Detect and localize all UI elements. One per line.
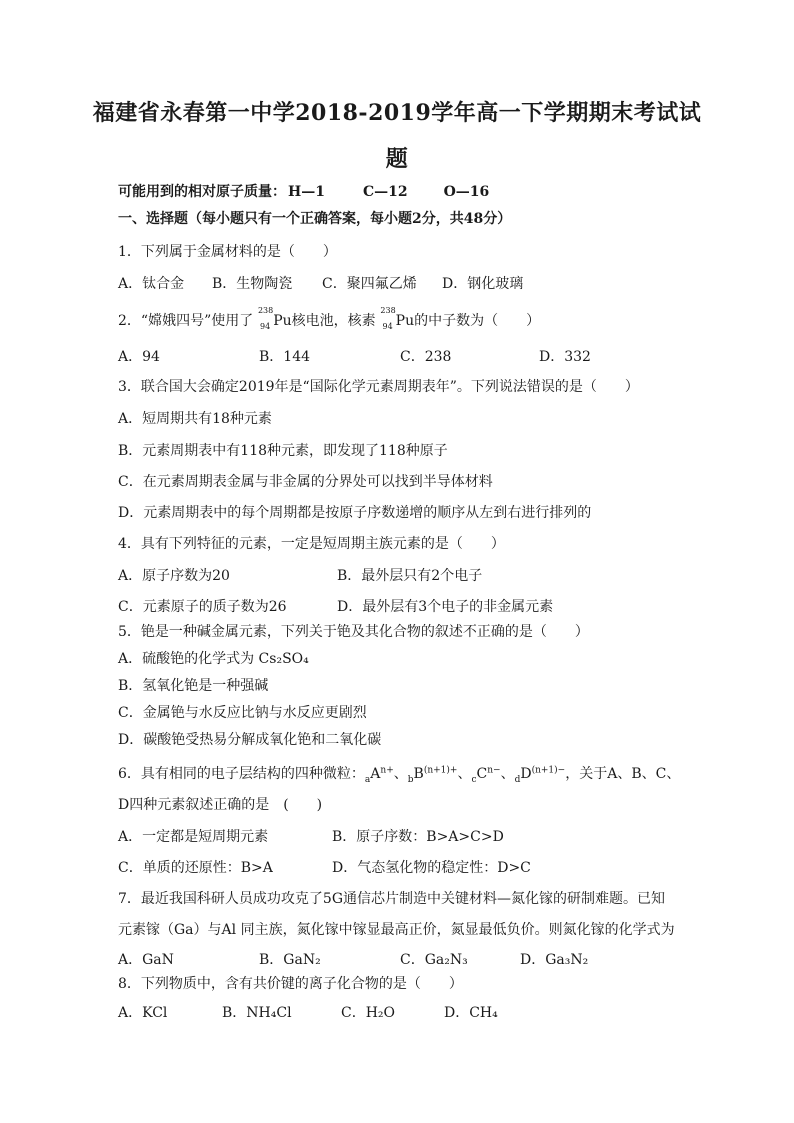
question-8-option-d: D．CH₄ [444, 1005, 498, 1021]
question-7-option-b: B．GaN₂ [259, 952, 321, 968]
question-1-stem: 1．下列属于金属材料的是（ ） [118, 244, 337, 260]
atomic-mass-label: 可能用到的相对原子质量： [118, 184, 286, 200]
question-8-option-b: B．NH₄Cl [222, 1005, 292, 1021]
page-title: 福建省永春第一中学2018-2019学年高一下学期期末考试试 [92, 100, 702, 126]
question-4-option-a: A．原子序数为20 [118, 568, 230, 584]
question-2-option-d: D．332 [539, 349, 591, 365]
question-6-option-d: D．气态氢化物的稳定性：D>C [332, 860, 531, 876]
question-2-stem-part-c: Pu的中子数为（ ） [395, 313, 541, 329]
question-1-option-b: B．生物陶瓷 [212, 276, 293, 292]
question-5-option-c: C．金属铯与水反应比钠与水反应更剧烈 [118, 705, 367, 721]
page-title-continued: 题 [385, 146, 409, 172]
question-3-option-a: A．短周期共有18种元素 [118, 411, 272, 427]
question-7-stem: 7．最近我国科研人员成功攻克了5G通信芯片制造中关键材料—氮化镓的研制难题。已知 [118, 891, 665, 907]
question-7-option-d: D．Ga₃N₂ [520, 952, 589, 968]
question-5-option-d: D．碳酸铯受热易分解成氧化铯和二氧化碳 [118, 732, 382, 748]
atomic-number: 94 [382, 322, 393, 331]
question-7-option-c: C．Ga₂N₃ [400, 952, 468, 968]
atomic-mass-line [118, 181, 489, 201]
question-1-option-d: D．钢化玻璃 [442, 276, 524, 292]
question-2-stem-part-a: 2．“嫦娥四号”使用了 [118, 313, 254, 329]
section-heading: 一、选择题（每小题只有一个正确答案，每小题2分，共48分） [118, 211, 512, 227]
atomic-mass-o: O—16 [443, 184, 490, 200]
question-4-option-c: C．元素原子的质子数为26 [118, 599, 287, 615]
ion-list: $_aA^{n+}$、$_bB^{(n+1)+}$、$_cC^{n-}$、$_dD^{(n+1)-}$ [364, 765, 566, 785]
question-2-option-c: C．238 [400, 349, 452, 365]
question-8-option-a: A．KCl [118, 1005, 168, 1021]
atomic-mass-h: H—1 [288, 184, 325, 200]
mass-number: 238 [380, 306, 396, 315]
question-3-stem: 3．联合国大会确定2019年是“国际化学元素周期表年”。下列说法错误的是（ ） [118, 379, 639, 395]
question-8-stem: 8．下列物质中，含有共价键的离子化合物的是（ ） [118, 976, 463, 992]
question-8-option-c: C．H₂O [341, 1005, 396, 1021]
atomic-number: 94 [260, 322, 271, 331]
question-1-option-c: C．聚四氟乙烯 [322, 276, 417, 292]
question-5-stem: 5．铯是一种碱金属元素，下列关于铯及其化合物的叙述不正确的是（ ） [118, 624, 589, 640]
mass-number: 238 [257, 306, 274, 315]
question-7-stem-continued: 元素镓（Ga）与Al 同主族，氮化镓中镓显最高正价，氮显最低负价。则氮化镓的化学式为 [118, 922, 675, 938]
question-3-option-c: C．在元素周期表金属与非金属的分界处可以找到半导体材料 [118, 474, 493, 490]
question-6-option-a: A．一定都是短周期元素 [118, 829, 269, 845]
question-3-option-d: D．元素周期表中的每个周期都是按原子序数递增的顺序从左到右进行排列的 [118, 505, 592, 521]
question-1-option-a: A．钛合金 [118, 276, 185, 292]
question-6-stem-part-a: 6．具有相同的电子层结构的四种微粒： [118, 766, 365, 782]
question-3-option-b: B．元素周期表中有118种元素，即发现了118种原子 [118, 443, 448, 459]
nuclide-symbol [376, 306, 396, 331]
question-6-stem [118, 763, 680, 785]
question-2-stem-part-b: Pu核电池，核素 [273, 313, 376, 329]
question-2-option-b: B．144 [259, 349, 311, 365]
question-6-option-c: C．单质的还原性：B>A [118, 860, 273, 876]
question-2-stem [118, 306, 541, 331]
question-7-option-a: A．GaN [118, 952, 174, 968]
question-2-option-a: A．94 [118, 349, 160, 365]
question-6-option-b: B．原子序数：B>A>C>D [332, 829, 504, 845]
question-5-option-a: A．硫酸铯的化学式为 Cs₂SO₄ [118, 651, 309, 667]
atomic-mass-c: C—12 [362, 184, 408, 200]
question-5-option-b: B．氢氧化铯是一种强碱 [118, 678, 269, 694]
question-6-stem-part-b: ，关于A、B、C、 [565, 766, 681, 782]
question-4-option-b: B．最外层只有2个电子 [337, 568, 483, 584]
question-4-stem: 4．具有下列特征的元素，一定是短周期主族元素的是（ ） [118, 536, 505, 552]
question-6-stem-continued: D四种元素叙述正确的是 ( ) [118, 797, 323, 813]
nuclide-symbol [253, 306, 274, 331]
question-4-option-d: D．最外层有3个电子的非金属元素 [337, 599, 554, 615]
